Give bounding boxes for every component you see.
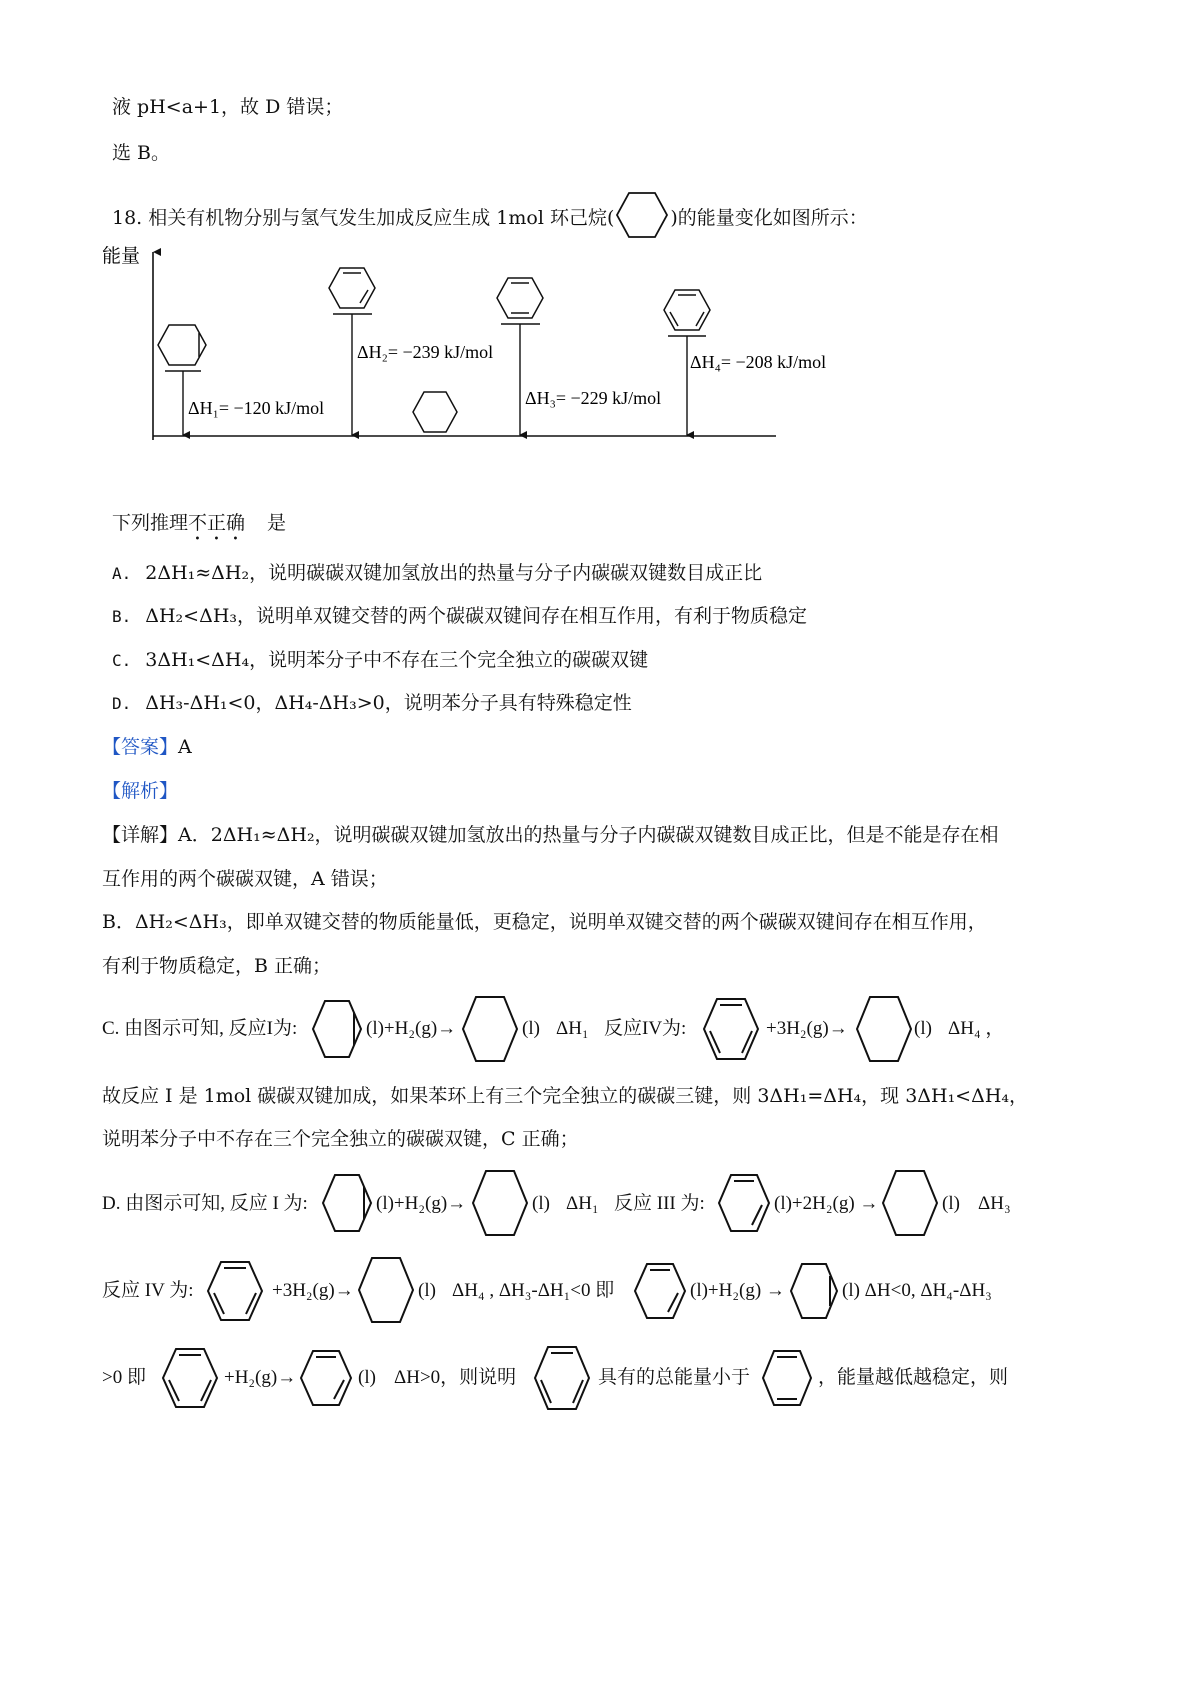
eq-d1-t1: (l)+H₂(g)→	[376, 1193, 467, 1214]
eq-d1-t7: ΔH₃	[978, 1193, 1011, 1214]
eq-d1-t4: 反应 III 为:	[614, 1193, 705, 1214]
text-line-1: 液 pH<a+1，故 D 错误；	[112, 96, 344, 118]
eq-d2-t3: ΔH₄ , ΔH₃-ΔH₁<0 即	[452, 1280, 615, 1301]
eq-c-t7: ΔH₄ ，	[948, 1018, 1005, 1039]
benzene-icon	[534, 1345, 590, 1411]
prompt-pre: 下列推理	[112, 512, 189, 534]
option-d	[112, 690, 632, 717]
cyclohexane-icon	[882, 1169, 938, 1237]
eq-d1-t2: (l)	[532, 1193, 550, 1214]
option-c-tag: C.	[112, 651, 132, 670]
prompt-post: 是	[267, 512, 287, 534]
dh2-label: ΔH₂= −239 kJ/mol	[357, 342, 494, 362]
eq-d2-t5: (l) ΔH<0, ΔH₄-ΔH₃	[842, 1280, 992, 1301]
option-d-text: ΔH₃-ΔH₁<0，ΔH₄-ΔH₃>0，说明苯分子具有特殊稳定性	[145, 692, 632, 714]
question-18	[112, 190, 868, 240]
eq-c-t5: +3H₂(g)→	[766, 1018, 848, 1039]
analysis-label	[102, 778, 178, 804]
energy-diagram	[100, 240, 827, 455]
cyclohexane-icon	[616, 190, 668, 240]
option-b-text: ΔH₂<ΔH₃，说明单双键交替的两个碳碳双键间存在相互作用，有利于物质稳定	[145, 605, 808, 627]
cyclohexane-icon	[472, 1169, 528, 1237]
option-c	[112, 647, 648, 674]
benzene-icon	[702, 997, 760, 1061]
detail-b-line-1: B．ΔH₂<ΔH₃，即单双键交替的物质能量低，更稳定，说明单双键交替的两个碳碳双键间存在相互作用，	[102, 911, 987, 933]
cyclohexene-icon	[322, 1173, 372, 1233]
energy-axis-label: 能量	[102, 246, 141, 267]
eq-d2-prefix: 反应 IV 为:	[102, 1280, 194, 1301]
cyclohexene-icon	[312, 999, 362, 1059]
eq-d3-t5: ，能量越低越稳定，则	[818, 1367, 1009, 1388]
option-a-tag: A.	[112, 564, 132, 583]
dh4-label: ΔH₄= −208 kJ/mol	[690, 352, 827, 372]
eq-d3-t3: ΔH>0，则说明	[394, 1367, 517, 1388]
dh3-label: ΔH₃= −229 kJ/mol	[525, 388, 662, 408]
eq-d3-prefix: >0 即	[102, 1367, 146, 1388]
option-a	[112, 560, 762, 587]
benzene-icon	[162, 1347, 218, 1409]
eq-c-prefix: C. 由图示可知, 反应I为:	[102, 1018, 298, 1039]
analysis-label-text: 【解析】	[102, 780, 179, 802]
question-18-text-pre: 18. 相关有机物分别与氢气发生加成反应生成 1mol 环己烷(	[112, 207, 615, 229]
option-b-tag: B.	[112, 607, 132, 626]
cyclohexane-icon	[358, 1256, 414, 1324]
eq-d1-t6: (l)	[942, 1193, 960, 1214]
option-d-tag: D.	[112, 694, 132, 713]
dh1-label: ΔH₁= −120 kJ/mol	[188, 398, 325, 418]
eq-c-t2: (l)	[522, 1018, 540, 1039]
cyclohexadiene-icon	[634, 1262, 686, 1320]
cyclohexane-icon	[462, 995, 518, 1063]
benzene-icon	[664, 290, 710, 330]
answer-value: A	[178, 736, 192, 758]
prompt-emphasis: 不正确	[188, 512, 246, 534]
detail-c-line-1: 故反应 I 是 1mol 碳碳双键加成，如果苯环上有三个完全独立的碳碳三键，则 3ΔH₁=ΔH₄，现 3ΔH₁<ΔH₄，	[102, 1085, 1029, 1107]
detail-label: 【详解】	[102, 824, 179, 846]
cyclohexadiene-icon	[497, 278, 543, 318]
detail-b-line-2: 有利于物质稳定，B 正确；	[102, 955, 332, 977]
option-c-text: 3ΔH₁<ΔH₄，说明苯分子中不存在三个完全独立的碳碳双键	[145, 649, 649, 671]
question-prompt	[112, 510, 286, 545]
eq-c-t1: (l)+H₂(g)→	[366, 1018, 457, 1039]
eq-d3-t4: 具有的总能量小于	[598, 1367, 751, 1388]
eq-d1-t3: ΔH₁	[566, 1193, 599, 1214]
option-a-text: 2ΔH₁≈ΔH₂，说明碳碳双键加氢放出的热量与分子内碳碳双键数目成正比	[145, 562, 763, 584]
eq-d2-t2: (l)	[418, 1280, 436, 1301]
eq-d2-t4: (l)+H₂(g) →	[690, 1280, 785, 1301]
eq-d1-prefix: D. 由图示可知, 反应 I 为:	[102, 1193, 308, 1214]
cyclohexadiene-icon	[300, 1349, 352, 1407]
cyclohexane-icon	[413, 392, 457, 432]
answer-line	[102, 734, 192, 760]
eq-c-t6: (l)	[914, 1018, 932, 1039]
detail-c-line-2: 说明苯分子中不存在三个完全独立的碳碳双键，C 正确；	[102, 1128, 579, 1150]
answer-label: 【答案】	[102, 736, 179, 758]
option-b	[112, 603, 807, 630]
benzene-icon	[206, 1260, 264, 1322]
text-line-2: 选 B。	[112, 142, 171, 164]
eq-d1-t5: (l)+2H₂(g) →	[774, 1193, 879, 1214]
eq-d2-t1: +3H₂(g)→	[272, 1280, 354, 1301]
question-18-text-post: )的能量变化如图所示：	[670, 207, 868, 229]
detail-a-line-1	[102, 822, 999, 848]
cyclohexadiene-icon	[762, 1349, 812, 1407]
eq-c-t4: 反应IV为:	[604, 1018, 687, 1039]
cyclohexadiene-icon	[718, 1173, 770, 1233]
cyclohexane-icon	[856, 995, 912, 1063]
cyclohexadiene-icon	[329, 268, 375, 308]
eq-c-t3: ΔH₁	[556, 1018, 589, 1039]
detail-a-line-2: 互作用的两个碳碳双键，A 错误；	[102, 868, 388, 890]
eq-d3-t1: +H₂(g)→	[224, 1367, 297, 1388]
detail-a-text-1: A．2ΔH₁≈ΔH₂，说明碳碳双键加氢放出的热量与分子内碳碳双键数目成正比，但是不能是存在相	[178, 824, 999, 846]
eq-d3-t2: (l)	[358, 1367, 376, 1388]
cyclohexene-icon	[158, 325, 206, 365]
cyclohexene-icon	[790, 1262, 838, 1320]
